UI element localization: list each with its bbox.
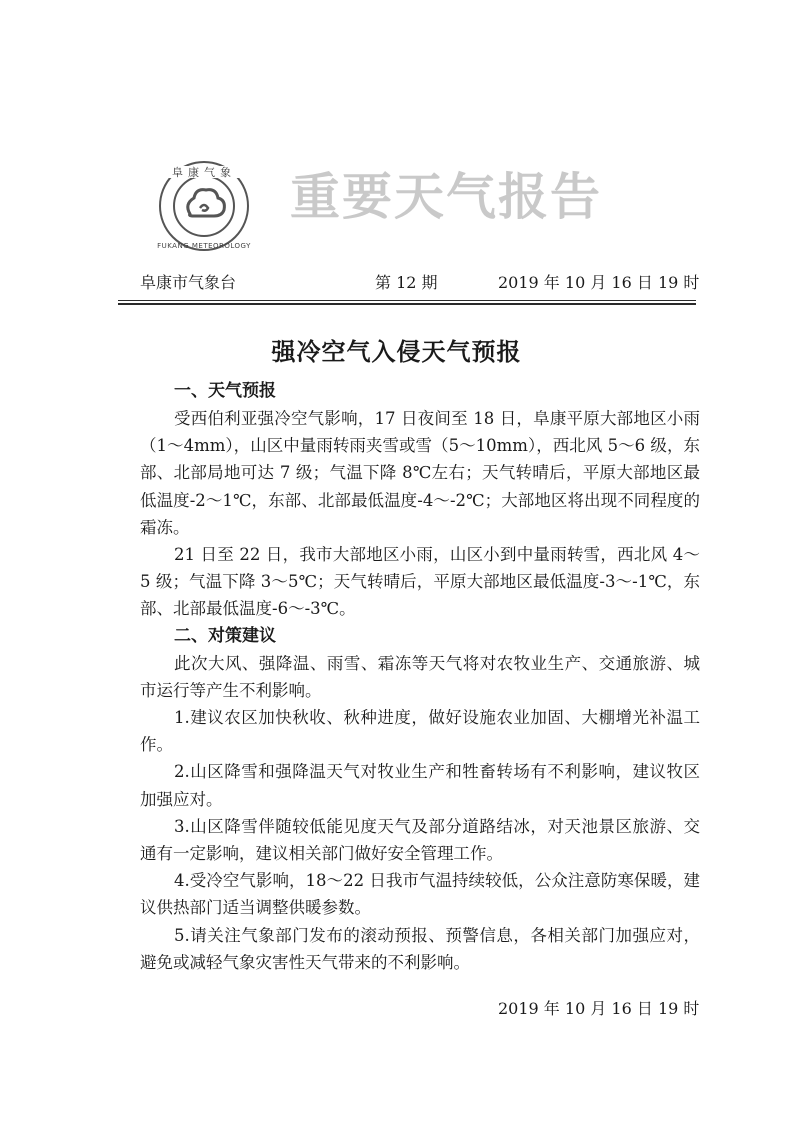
countermeasure-item: 3.山区降雪伴随较低能见度天气及部分道路结冰，对天池景区旅游、交通有一定影响，建议相关部门做好安全管理工作。 xyxy=(140,816,700,864)
section-heading-forecast: 一、天气预报 xyxy=(174,381,276,401)
countermeasure-item: 5.请关注气象部门发布的滚动预报、预警信息，各相关部门加强应对，避免或减轻气象灾害性天气带来的不利影响。 xyxy=(140,925,700,972)
issuing-office: 阜康市气象台 xyxy=(140,273,237,292)
closing-datetime: 2019 年 10 月 16 日 19 时 xyxy=(498,999,700,1018)
header-divider-thick xyxy=(118,303,696,305)
countermeasure-item: 2.山区降雪和强降温天气对牧业生产和牲畜转场有不利影响，建议牧区加强应对。 xyxy=(140,762,700,809)
svg-text:FUKANG METEOROLOGY: FUKANG METEOROLOGY xyxy=(157,242,251,250)
issue-datetime: 2019 年 10 月 16 日 19 时 xyxy=(498,273,700,292)
svg-text:阜康气象: 阜康气象 xyxy=(172,166,236,179)
document-body xyxy=(140,378,700,976)
fukang-meteorology-logo xyxy=(152,152,256,256)
document-title: 强冷空气入侵天气预报 xyxy=(271,337,522,366)
forecast-paragraph: 21 日至 22 日，我市大部地区小雨，山区小到中量雨转雪，西北风 4～5 级；气温下降 3～5℃；天气转晴后，平原大部地区最低温度-3～-1℃，东部、北部最低温度-6～-3℃。 xyxy=(140,545,700,619)
header-divider-thin xyxy=(118,300,696,301)
section-heading-countermeasures: 二、对策建议 xyxy=(174,625,276,646)
banner-title: 重要天气报告 xyxy=(290,168,602,226)
countermeasure-item: 1.建议农区加快秋收、秋种进度，做好设施农业加固、大棚增光补温工作。 xyxy=(140,708,700,755)
forecast-paragraph: 受西伯利亚强冷空气影响，17 日夜间至 18 日，阜康平原大部地区小雨（1～4mm），山区中量雨转雨夹雪或雪（5～10mm），西北风 5～6 级，东部、北部局地可达 7 级；气温下降 8℃左右；天气转晴后，平原大部地区最低温度-2～1℃，东部、北部最低温度-4～-2℃；大部地区将出现不同程度的霜冻。 xyxy=(140,409,700,537)
countermeasure-paragraph: 此次大风、强降温、雨雪、霜冻等天气将对农牧业生产、交通旅游、城市运行等产生不利影响。 xyxy=(140,653,700,700)
issue-number: 第 12 期 xyxy=(375,273,438,292)
countermeasure-item: 4.受冷空气影响，18～22 日我市气温持续较低，公众注意防寒保暖，建议供热部门适当调整供暖参数。 xyxy=(140,871,700,918)
